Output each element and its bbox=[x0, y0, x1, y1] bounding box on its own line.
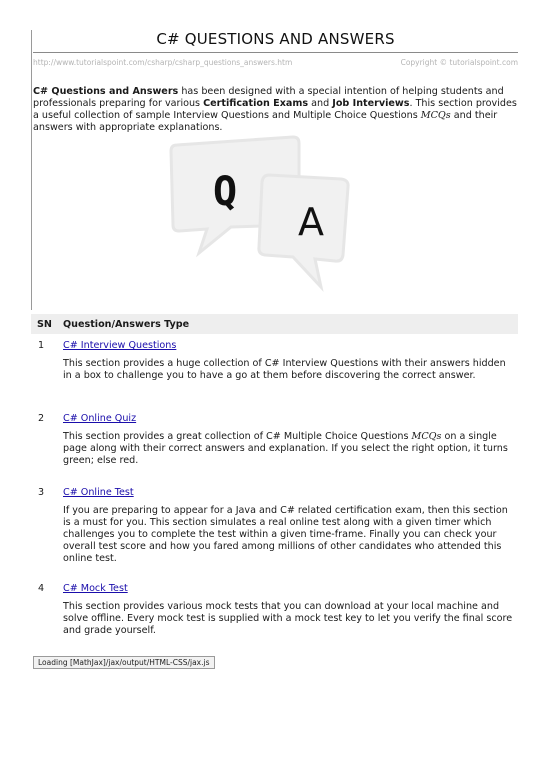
row-description: This section provides a great collection of C# Multiple Choice Questions MCQs on a single page along with their correct answers and explanation. If you select the right option, it turns green; else red. bbox=[63, 431, 508, 466]
source-url: http://www.tutorialspoint.com/csharp/csharp_questions_answers.htm bbox=[33, 58, 293, 67]
speech-bubbles-icon bbox=[165, 135, 355, 295]
a-letter: A bbox=[298, 200, 324, 244]
title-divider bbox=[33, 52, 518, 53]
row-description: If you are preparing to appear for a Java and C# related certification exam, then this section is a must for you. This section simulates a real online test along with a given timer which challenges you to complete the test within a given time-frame. Finally you can check your overall test score and how you fared among millions of other candidates who attended this online test. bbox=[63, 505, 508, 564]
left-margin-rule bbox=[31, 30, 32, 310]
table-header bbox=[31, 314, 518, 334]
intro-paragraph: C# Questions and Answers has been designed with a special intention of helping students and professionals preparing for various Certification Exams and Job Interviews. This section provides a useful collection of sample Interview Questions and Multiple Choice Questions MCQs and their answers with appropriate explanations. bbox=[33, 86, 517, 133]
header-sn: SN bbox=[37, 318, 52, 330]
page-title: C# QUESTIONS AND ANSWERS bbox=[156, 30, 395, 48]
intro-cert-exams: Certification Exams bbox=[203, 98, 309, 109]
loading-status: Loading [MathJax]/jax/output/HTML-CSS/jax.js bbox=[33, 656, 215, 669]
row-description: This section provides a huge collection of C# Interview Questions with their answers hidden in a box to challenge you to have a go at them before discovering the correct answer. bbox=[63, 358, 506, 381]
intro-mcqs: MCQs bbox=[420, 110, 451, 121]
copyright-notice: Copyright © tutorialspoint.com bbox=[400, 58, 518, 67]
row-sn: 1 bbox=[38, 340, 45, 351]
q-letter: Q bbox=[213, 169, 238, 215]
row-sn: 4 bbox=[38, 583, 45, 594]
qa-table bbox=[31, 314, 518, 636]
interview-questions-link[interactable]: C# Interview Questions bbox=[63, 340, 177, 351]
intro-lead: C# Questions and Answers bbox=[33, 86, 179, 97]
header-type: Question/Answers Type bbox=[63, 318, 190, 330]
mock-test-link[interactable]: C# Mock Test bbox=[63, 583, 128, 594]
online-quiz-link[interactable]: C# Online Quiz bbox=[63, 413, 137, 424]
row-sn: 2 bbox=[38, 413, 45, 424]
intro-job-interviews: Job Interviews bbox=[332, 98, 410, 109]
online-test-link[interactable]: C# Online Test bbox=[63, 487, 134, 498]
row-description: This section provides various mock tests that you can download at your local machine and solve offline. Every mock test is supplied with a mock test key to let you verify the final score and grade yourself. bbox=[63, 601, 513, 636]
row-sn: 3 bbox=[38, 487, 45, 498]
